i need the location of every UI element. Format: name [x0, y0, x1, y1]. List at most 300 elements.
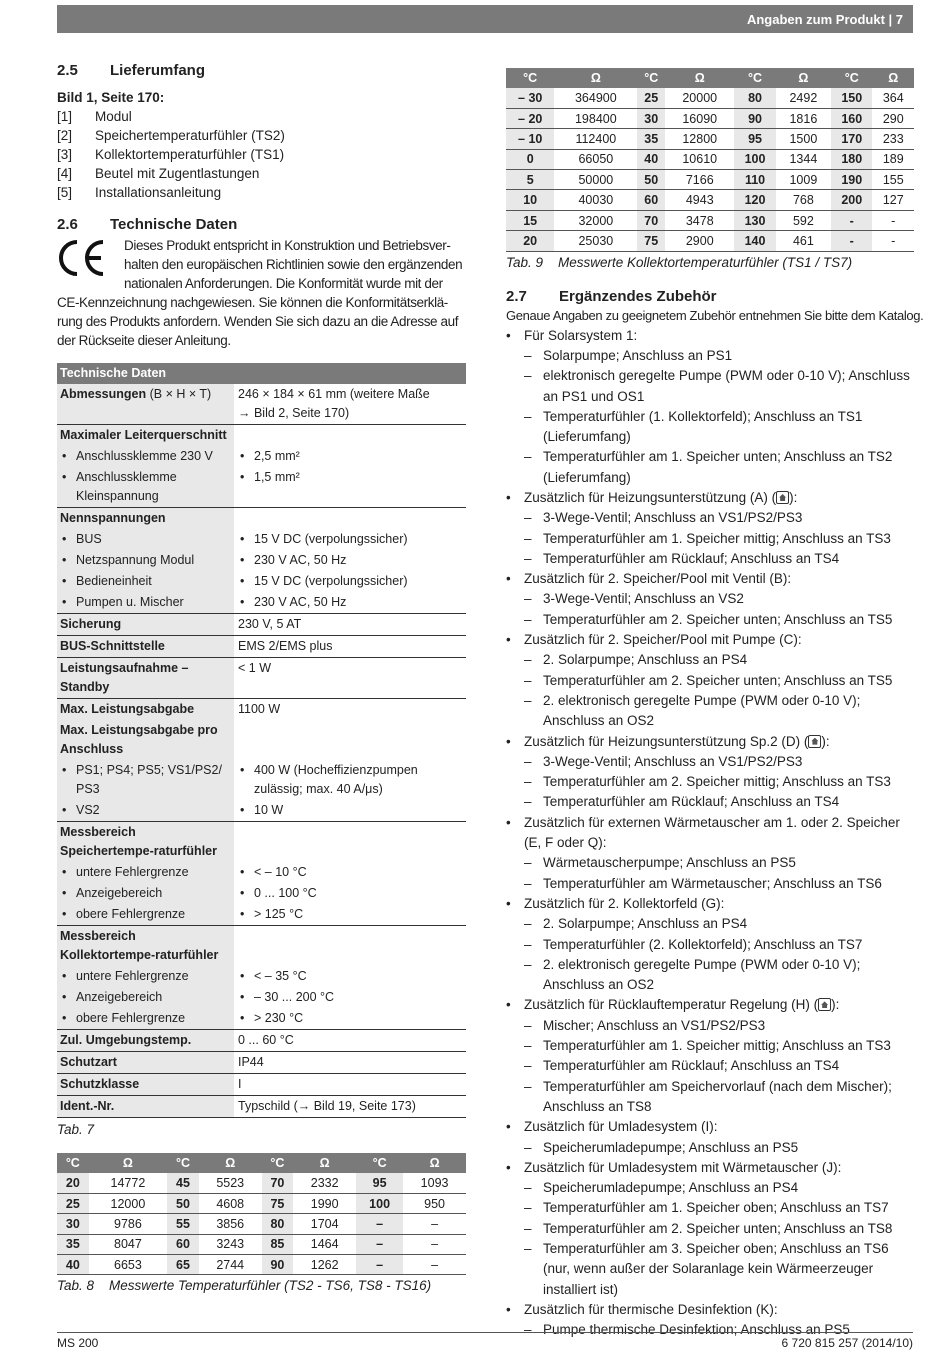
bullet-dot: •	[506, 571, 511, 587]
item-text: Temperaturfühler am Rücklauf; Anschluss an TS4	[543, 794, 840, 810]
bullet-text: Pumpen u. Mischer	[76, 595, 184, 609]
accessory-item	[506, 407, 914, 448]
resistance-cell: 2900	[665, 231, 734, 251]
value-cell	[234, 1096, 466, 1118]
heating-system-icon	[808, 735, 821, 748]
bullet-item	[238, 551, 463, 570]
bullet-item	[60, 988, 231, 1007]
accessory-group	[506, 1300, 914, 1320]
value-cell	[234, 592, 466, 614]
temperature-cell: 140	[734, 231, 775, 251]
resistance-cell: 9786	[89, 1214, 167, 1234]
temperature-cell: 90	[262, 1255, 294, 1275]
temperature-cell: 45	[167, 1173, 199, 1193]
item-text: Temperaturfühler am 1. Speicher mittig; Anschluss an TS3	[543, 1038, 891, 1054]
bullet-dot: •	[506, 895, 511, 911]
temperature-cell: 0	[506, 149, 554, 169]
label-cell	[57, 987, 234, 1008]
row-label: Nennspannungen	[60, 511, 166, 525]
resistance-cell: 8047	[89, 1234, 167, 1254]
bullet-dot: •	[506, 1301, 511, 1317]
column-header: °C	[167, 1153, 199, 1173]
row-value: < 1 W	[238, 661, 271, 675]
ce-line: nationalen Anforderungen. Die Konformität wurde mit der	[124, 276, 443, 291]
label-cell	[57, 425, 234, 447]
resistance-cell: 364900	[554, 88, 637, 108]
accessory-item	[506, 1178, 914, 1198]
bullet-text: 400 W (Hocheffizienzpumpen zulässig; max. 40 A/μs)	[254, 763, 418, 796]
accessory-item	[506, 874, 914, 894]
row-label: Schutzklasse	[60, 1077, 140, 1091]
bullet-text: < – 10 °C	[254, 865, 307, 879]
section-title: Lieferumfang	[110, 62, 206, 79]
item-text: Temperaturfühler am 1. Speicher unten; Anschluss an TS2 (Lieferumfang)	[543, 449, 893, 485]
temperature-cell: 160	[831, 108, 872, 128]
resistance-cell: 198400	[554, 108, 637, 128]
table-row	[57, 1052, 466, 1074]
group-title	[524, 894, 724, 914]
row-value: 0 ... 60 °C	[238, 1033, 294, 1047]
resistance-cell: 233	[872, 129, 914, 149]
table-row	[57, 550, 466, 571]
resistance-cell: 2744	[199, 1255, 262, 1275]
bullet-item	[238, 572, 463, 591]
bullet-dot: •	[62, 449, 67, 463]
item-number: [3]	[57, 147, 73, 162]
row-label: Messbereich Speichertempe-raturfühler	[60, 825, 217, 858]
label-cell	[57, 1096, 234, 1118]
accessory-item	[506, 752, 914, 772]
value-cell	[234, 571, 466, 592]
column-header: Ω	[403, 1153, 466, 1173]
label-cell	[57, 883, 234, 904]
resistance-cell: –	[403, 1234, 466, 1254]
bullet-dot: •	[240, 532, 245, 546]
bullet-dot: •	[62, 763, 67, 777]
table-row	[57, 862, 466, 883]
column-header: °C	[637, 68, 665, 88]
bullet-item	[60, 1009, 231, 1028]
item-text: Temperaturfühler am Rücklauf; Anschluss an TS4	[543, 1058, 840, 1074]
section-number: 2.7	[506, 287, 527, 305]
temperature-cell: 85	[262, 1234, 294, 1254]
dash: –	[524, 1180, 532, 1196]
group-title-end: ):	[821, 733, 830, 749]
value-cell	[234, 614, 466, 636]
bullet-text: untere Fehlergrenze	[76, 969, 189, 983]
left-column	[57, 62, 466, 1293]
value-cell	[234, 760, 466, 800]
label-cell	[57, 926, 234, 967]
para-line: der Rückseite dieser Anleitung.	[57, 333, 231, 348]
temperature-cell: 200	[831, 190, 872, 210]
temperature-cell: 20	[57, 1173, 89, 1193]
bullet-text: 10 W	[254, 803, 284, 817]
resistance-cell: 40030	[554, 190, 637, 210]
group-title-text: Zusätzlich für thermische Desinfektion (K):	[524, 1301, 778, 1317]
temperature-cell: 40	[637, 149, 665, 169]
label-cell	[57, 699, 234, 721]
accessory-group	[506, 732, 914, 752]
group-title-text: Zusätzlich für 2. Kollektorfeld (G):	[524, 895, 725, 911]
table-row	[57, 384, 466, 425]
bullet-text: Netzspannung Modul	[76, 553, 195, 567]
table-row	[57, 966, 466, 987]
temperature-cell: 15	[506, 210, 554, 230]
bullet-item	[60, 551, 231, 570]
bullet-dot: •	[506, 733, 511, 749]
item-text: Beutel mit Zugentlastungen	[95, 166, 260, 181]
table-row	[57, 883, 466, 904]
accessory-item	[506, 650, 914, 670]
accessory-item	[506, 610, 914, 630]
resistance-cell: 1500	[776, 129, 831, 149]
table-row	[57, 658, 466, 699]
item-text: Temperaturfühler am Rücklauf; Anschluss an TS4	[543, 550, 840, 566]
accessory-group	[506, 326, 914, 346]
table-row	[506, 231, 914, 251]
dash: –	[524, 1322, 532, 1338]
bullet-dot: •	[62, 865, 67, 879]
bullet-dot: •	[240, 449, 245, 463]
item-text: Temperaturfühler (2. Kollektorfeld); Anschluss an TS7	[543, 936, 863, 952]
dash: –	[524, 530, 532, 546]
bullet-dot: •	[506, 490, 511, 505]
bullet-item	[238, 801, 463, 820]
dash: –	[524, 1200, 532, 1216]
bullet-dot: •	[240, 803, 245, 817]
bullet-item	[60, 863, 231, 882]
resistance-cell: 1464	[293, 1234, 356, 1254]
temperature-cell: 75	[262, 1193, 294, 1213]
table-row	[506, 170, 914, 190]
accessory-item	[506, 589, 914, 609]
value-cell	[234, 1074, 466, 1096]
column-header: Ω	[89, 1153, 167, 1173]
label-cell	[57, 1052, 234, 1074]
group-title-text: Zusätzlich für externen Wärmetauscher am 1. oder 2. Speicher (E, F oder Q):	[524, 814, 900, 851]
list-item	[57, 145, 466, 164]
dash: –	[524, 550, 532, 566]
resistance-cell: 1009	[776, 170, 831, 190]
row-label: Schutzart	[60, 1055, 117, 1069]
resistance-cell: 7166	[665, 170, 734, 190]
value-cell	[234, 720, 466, 760]
column-header: Ω	[199, 1153, 262, 1173]
temperature-cell: 10	[506, 190, 554, 210]
bullet-text: 15 V DC (verpolungssicher)	[254, 574, 408, 588]
accessory-item	[506, 1219, 914, 1239]
item-text: Temperaturfühler am 2. Speicher mittig; Anschluss an TS3	[543, 774, 891, 790]
temperature-cell: – 10	[506, 129, 554, 149]
item-text: 2. elektronisch geregelte Pumpe (PWM oder 0-10 V); Anschluss an OS2	[543, 692, 861, 729]
item-text: Temperaturfühler am 3. Speicher oben; Anschluss an TS6 (nur, wenn außer der Solaranlage kein Wärmeerzeuger installiert ist)	[543, 1240, 889, 1297]
table-row	[57, 1074, 466, 1096]
temperature-cell: –	[356, 1214, 403, 1234]
tab8-table	[57, 1153, 466, 1275]
table-row	[57, 1096, 466, 1118]
accessory-item	[506, 691, 914, 732]
accessory-item	[506, 447, 914, 488]
table-header: Technische Daten	[57, 363, 466, 384]
bullet-item	[238, 884, 463, 903]
delivery-list	[57, 107, 466, 202]
bullet-text: 230 V AC, 50 Hz	[254, 553, 347, 567]
table-row	[57, 699, 466, 721]
bullet-text: Anzeigebereich	[76, 886, 163, 900]
table-row	[57, 571, 466, 592]
row-label: Max. Leistungsabgabe pro Anschluss	[60, 723, 218, 756]
value-cell	[234, 800, 466, 822]
bullet-item	[238, 1009, 463, 1028]
dash: –	[524, 591, 532, 607]
item-number: [1]	[57, 109, 73, 124]
group-title	[524, 1117, 718, 1137]
dash: –	[524, 1038, 532, 1054]
temperature-cell: 30	[637, 108, 665, 128]
temperature-cell: 35	[637, 129, 665, 149]
column-header: °C	[831, 68, 872, 88]
para-line: CE-Kennzeichnung nachgewiesen. Sie können die Konformitätserklä-	[57, 295, 448, 310]
section-title: Ergänzendes Zubehör	[559, 287, 717, 305]
value-cell	[234, 384, 466, 425]
temperature-cell: 20	[506, 231, 554, 251]
accessory-item	[506, 671, 914, 691]
temperature-cell: 100	[356, 1193, 403, 1213]
group-title-text: Zusätzlich für Heizungsunterstützung (A) (	[524, 490, 777, 505]
accessory-item	[506, 1239, 914, 1300]
table-row	[57, 1214, 466, 1234]
table-caption	[57, 1122, 466, 1137]
group-title	[524, 1158, 841, 1178]
group-title-text: Zusätzlich für Heizungsunterstützung Sp.2 (D) (	[524, 733, 809, 749]
footer-docnumber: 6 720 815 257 (2014/10)	[781, 1336, 913, 1350]
bullet-dot: •	[240, 595, 245, 609]
bullet-dot: •	[62, 907, 67, 921]
row-label: Zul. Umgebungstemp.	[60, 1033, 192, 1047]
temperature-cell: 120	[734, 190, 775, 210]
value-cell	[234, 508, 466, 530]
tech-data-table	[57, 363, 466, 1118]
bullet-dot: •	[506, 814, 511, 830]
temperature-cell: 180	[831, 149, 872, 169]
bullet-item	[238, 967, 463, 986]
label-cell	[57, 592, 234, 614]
value-cell	[234, 425, 466, 447]
item-text: 2. elektronisch geregelte Pumpe (PWM oder 0-10 V); Anschluss an OS2	[543, 956, 861, 993]
caption-text: Messwerte Kollektortemperaturfühler (TS1 / TS7)	[558, 254, 853, 270]
bullet-dot: •	[240, 1011, 245, 1025]
group-title	[524, 569, 791, 589]
label-cell	[57, 384, 234, 425]
temperature-cell: 50	[637, 170, 665, 190]
column-header: °C	[356, 1153, 403, 1173]
dash: –	[524, 672, 532, 688]
table-row	[57, 508, 466, 530]
group-title	[524, 732, 830, 752]
resistance-cell: 50000	[554, 170, 637, 190]
item-text: elektronisch geregelte Pumpe (PWM oder 0-10 V); Anschluss an PS1 und OS1	[543, 368, 910, 404]
dash: –	[524, 774, 532, 790]
dash: –	[524, 855, 532, 871]
label-cell	[57, 904, 234, 926]
bullet-item	[60, 801, 231, 820]
dash: –	[524, 347, 532, 363]
bullet-dot: •	[506, 997, 511, 1013]
bullet-text: Anzeigebereich	[76, 990, 163, 1004]
bullet-item	[60, 967, 231, 986]
temperature-cell: 25	[637, 88, 665, 108]
resistance-cell: 14772	[89, 1173, 167, 1193]
resistance-cell: 3856	[199, 1214, 262, 1234]
resistance-cell: 20000	[665, 88, 734, 108]
temperature-cell: 70	[637, 210, 665, 230]
table-row	[57, 822, 466, 863]
column-header: °C	[262, 1153, 294, 1173]
table-row	[506, 108, 914, 128]
value-cell	[234, 883, 466, 904]
resistance-cell: -	[872, 210, 914, 230]
resistance-cell: 10610	[665, 149, 734, 169]
item-number: [2]	[57, 128, 73, 143]
table-row	[506, 149, 914, 169]
resistance-cell: 6653	[89, 1255, 167, 1275]
label-cell	[57, 862, 234, 883]
table-row	[57, 425, 466, 447]
label-cell	[57, 467, 234, 508]
item-text: Temperaturfühler am 2. Speicher unten; Anschluss an TS5	[543, 672, 893, 688]
item-number: [4]	[57, 166, 73, 181]
temperature-cell: 80	[262, 1214, 294, 1234]
label-cell	[57, 529, 234, 550]
group-title-text: Für Solarsystem 1:	[524, 327, 638, 343]
bullet-dot: •	[62, 803, 67, 817]
value-cell	[234, 1052, 466, 1074]
table-row	[506, 129, 914, 149]
table-row	[57, 926, 466, 967]
ce-paragraph	[57, 293, 466, 350]
bullet-dot: •	[62, 553, 67, 567]
label-cell	[57, 822, 234, 863]
heating-system-icon	[776, 491, 789, 504]
row-label: Leistungsaufnahme – Standby	[60, 661, 189, 694]
table-row	[57, 904, 466, 926]
dash: –	[524, 449, 532, 465]
bullet-text: – 30 ... 200 °C	[254, 990, 335, 1004]
value-cell	[234, 699, 466, 721]
bullet-text: < – 35 °C	[254, 969, 307, 983]
bullet-item	[238, 988, 463, 1007]
label-cell	[57, 800, 234, 822]
item-text: 2. Solarpumpe; Anschluss an PS4	[543, 652, 748, 668]
table-row	[57, 592, 466, 614]
dash: –	[524, 753, 532, 769]
bullet-dot: •	[62, 886, 67, 900]
bullet-item	[60, 593, 231, 612]
dash: –	[524, 936, 532, 952]
label-cell	[57, 508, 234, 530]
ce-block	[57, 236, 466, 350]
temperature-cell: – 30	[506, 88, 554, 108]
resistance-cell: 127	[872, 190, 914, 210]
item-text: Temperaturfühler am 1. Speicher oben; Anschluss an TS7	[543, 1200, 889, 1216]
resistance-cell: 12000	[89, 1193, 167, 1213]
list-item	[57, 107, 466, 126]
label-cell	[57, 614, 234, 636]
table-row	[57, 720, 466, 760]
label-cell	[57, 550, 234, 571]
group-title	[524, 488, 797, 508]
figure-reference: Bild 1, Seite 170:	[57, 90, 165, 105]
temperature-cell: 110	[734, 170, 775, 190]
value-cell	[234, 822, 466, 863]
para-line: rung des Produkts anfordern. Wenden Sie sich dazu an die Adresse auf	[57, 314, 459, 329]
accessory-item	[506, 1016, 914, 1036]
item-text: Modul	[95, 109, 132, 124]
bullet-item	[60, 884, 231, 903]
accessory-item	[506, 1077, 914, 1118]
value-cell	[234, 862, 466, 883]
row-value: 230 V, 5 AT	[238, 617, 302, 631]
bullet-dot: •	[240, 990, 245, 1004]
item-text: 3-Wege-Ventil; Anschluss an VS1/PS2/PS3	[543, 753, 803, 769]
bullet-dot: •	[240, 470, 245, 484]
label-cell	[57, 966, 234, 987]
accessory-group	[506, 569, 914, 589]
temperature-cell: 190	[831, 170, 872, 190]
bullet-text: 1,5 mm²	[254, 470, 300, 484]
item-text: Temperaturfühler am 2. Speicher unten; Anschluss an TS5	[543, 611, 893, 627]
bullet-item	[238, 863, 463, 882]
row-value: Typschild (→ Bild 19, Seite 173)	[238, 1099, 416, 1113]
dash: –	[524, 408, 532, 424]
temperature-cell: 40	[57, 1255, 89, 1275]
heating-system-icon	[818, 998, 831, 1011]
table-row	[57, 1008, 466, 1030]
dash: –	[524, 1017, 532, 1033]
resistance-cell: 768	[776, 190, 831, 210]
resistance-cell: 1990	[293, 1193, 356, 1213]
bullet-item	[238, 593, 463, 612]
resistance-cell: 3243	[199, 1234, 262, 1254]
temperature-cell: 170	[831, 129, 872, 149]
table-row	[506, 88, 914, 108]
value-cell	[234, 926, 466, 967]
row-value: I	[238, 1077, 242, 1091]
bullet-item	[60, 905, 231, 924]
item-text: Speicherumladepumpe; Anschluss an PS5	[543, 1139, 799, 1155]
resistance-cell: 364	[872, 88, 914, 108]
resistance-cell: 5523	[199, 1173, 262, 1193]
bullet-item	[238, 447, 463, 466]
resistance-cell: 32000	[554, 210, 637, 230]
column-header: Ω	[872, 68, 914, 88]
bullet-item	[60, 468, 231, 506]
header-row	[57, 1153, 466, 1173]
table-row	[57, 529, 466, 550]
bullet-dot: •	[62, 470, 67, 484]
section-number: 2.6	[57, 216, 78, 233]
item-text: Speichertemperaturfühler (TS2)	[95, 128, 285, 143]
temperature-cell: 55	[167, 1214, 199, 1234]
column-header: Ω	[776, 68, 831, 88]
list-item	[57, 164, 466, 183]
accessory-item	[506, 549, 914, 569]
value-cell	[234, 904, 466, 926]
dash: –	[524, 1078, 532, 1094]
bullet-text: Bedieneinheit	[76, 574, 152, 588]
accessory-item	[506, 346, 914, 366]
